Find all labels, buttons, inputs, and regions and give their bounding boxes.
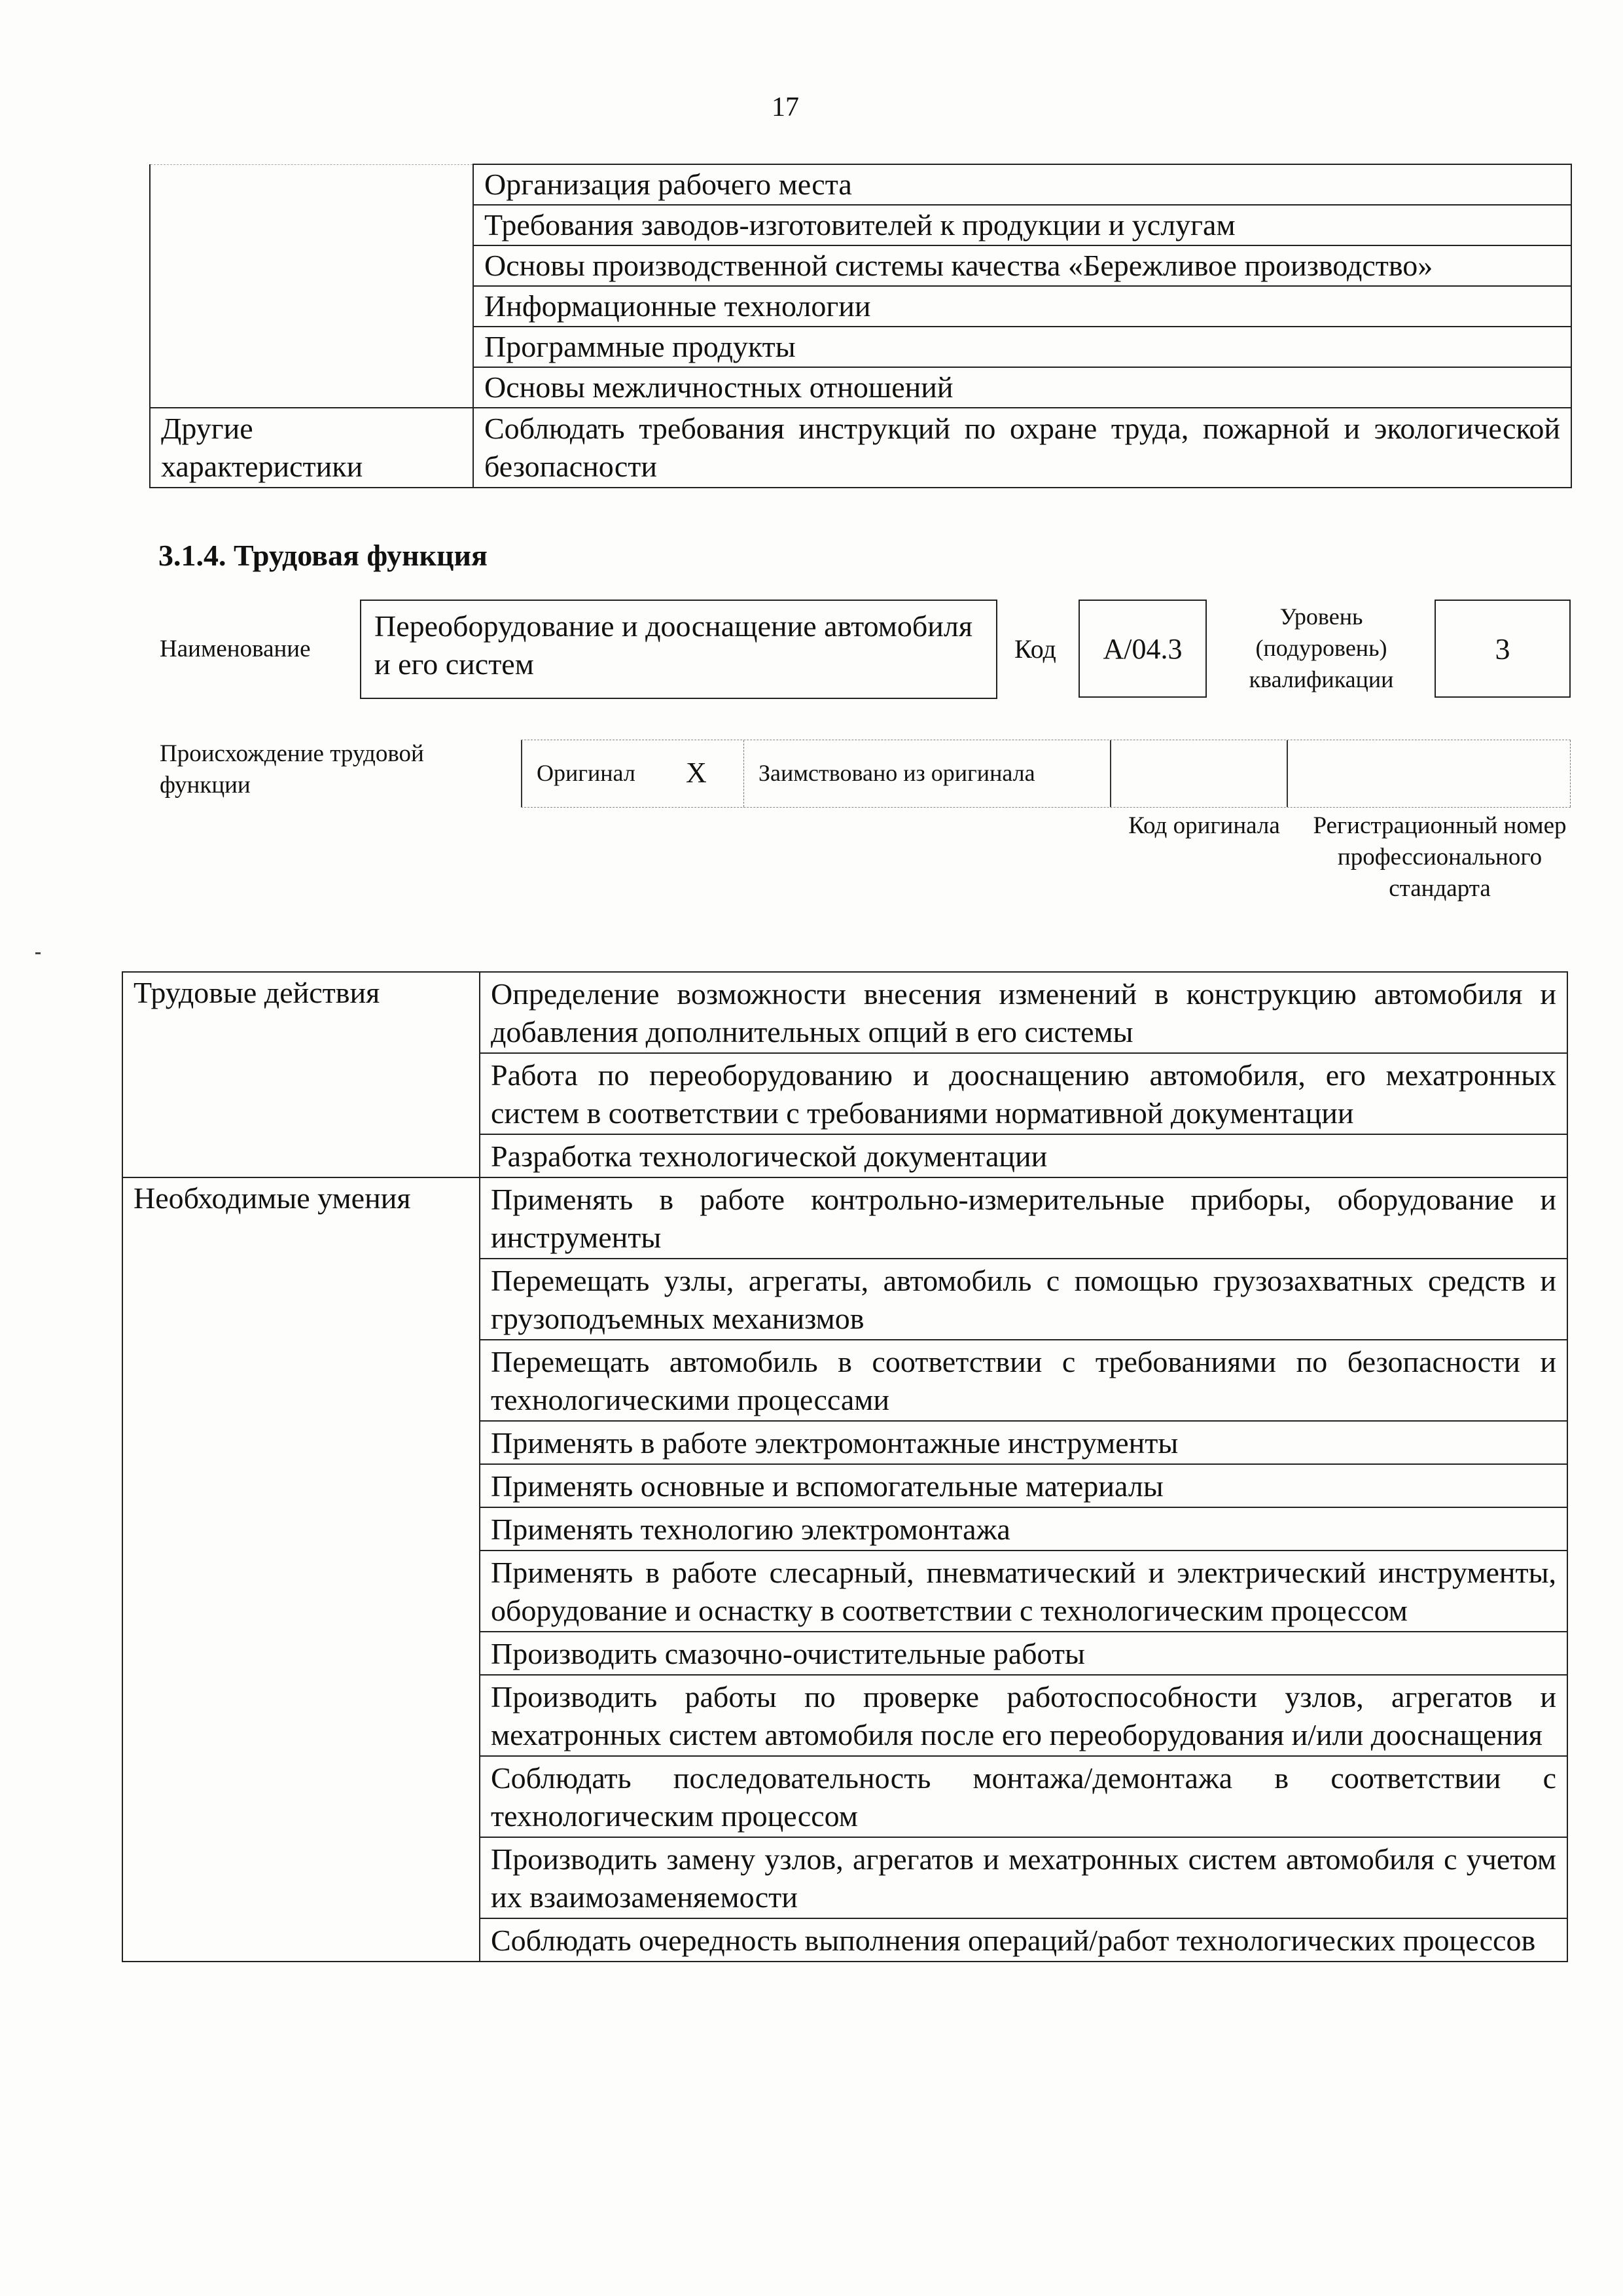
knowledge-item: Организация рабочего места <box>473 164 1571 205</box>
other-characteristics-label: Другие характеристики <box>150 408 473 488</box>
name-label: Наименование <box>160 636 311 662</box>
required-skills-label: Необходимые умения <box>122 1177 480 1962</box>
skill-item: Применять основные и вспомогательные материалы <box>480 1464 1567 1507</box>
labor-action-item: Определение возможности внесения изменений в конструкцию автомобиля и добавления дополнительных опций в его системы <box>480 972 1567 1053</box>
labor-function-table <box>122 971 1568 1962</box>
knowledge-label-cell <box>150 164 473 408</box>
section-title: 3.1.4. Трудовая функция <box>158 539 488 572</box>
code-value-box: A/04.3 <box>1079 600 1207 698</box>
knowledge-item: Основы межличностных отношений <box>473 367 1571 408</box>
labor-action-item: Работа по переоборудованию и дооснащению автомобиля, его мехатронных систем в соответствии с требованиями нормативной документации <box>480 1053 1567 1134</box>
skill-item: Перемещать узлы, агрегаты, автомобиль с помощью грузозахватных средств и грузоподъемных механизмов <box>480 1259 1567 1340</box>
knowledge-item: Основы производственной системы качества «Бережливое производство» <box>473 245 1571 286</box>
origin-original-cell: Оригинал <box>521 740 671 807</box>
skill-item: Соблюдать очередность выполнения операций/работ технологических процессов <box>480 1918 1567 1962</box>
skill-item: Применять в работе контрольно-измерительные приборы, оборудование и инструменты <box>480 1177 1567 1259</box>
origin-borrowed-cell: Заимствовано из оригинала <box>743 740 1110 807</box>
knowledge-item: Требования заводов-изготовителей к продукции и услугам <box>473 205 1571 245</box>
labor-actions-label: Трудовые действия <box>122 972 480 1177</box>
labor-action-item: Разработка технологической документации <box>480 1134 1567 1177</box>
page-number: 17 <box>772 92 799 122</box>
knowledge-item: Программные продукты <box>473 327 1571 367</box>
origin-row <box>521 740 1571 808</box>
function-name-box: Переоборудование и дооснащение автомобиля и его систем <box>360 600 997 699</box>
skill-item: Применять в работе электромонтажные инструменты <box>480 1421 1567 1464</box>
skill-item: Производить смазочно-очистительные работы <box>480 1632 1567 1675</box>
reg-number-caption: Регистрационный номер профессионального стандарта <box>1313 812 1567 902</box>
knowledge-table-continuation <box>149 164 1572 488</box>
skill-item: Соблюдать последовательность монтажа/демонтажа в соответствии с технологическим процессом <box>480 1756 1567 1837</box>
code-label: Код <box>1014 634 1056 664</box>
skill-item: Применять технологию электромонтажа <box>480 1507 1567 1551</box>
skill-item: Производить работы по проверке работоспособности узлов, агрегатов и мехатронных систем автомобиля после его переоборудования и/или дооснащения <box>480 1675 1567 1756</box>
qualification-level-label: Уровень (подуровень) квалификации <box>1249 603 1394 692</box>
other-characteristics-value: Соблюдать требования инструкций по охране труда, пожарной и экологической безопасности <box>473 408 1571 488</box>
origin-mark: X <box>686 757 707 789</box>
origin-label: Происхождение трудовой функции <box>160 740 424 798</box>
scan-mark <box>35 952 41 954</box>
qualification-level-box: 3 <box>1435 600 1571 698</box>
origin-reg-number-cell <box>1287 740 1571 807</box>
code-original-caption: Код оригинала <box>1128 812 1280 839</box>
origin-code-cell <box>1110 740 1287 807</box>
skill-item: Производить замену узлов, агрегатов и мехатронных систем автомобиля с учетом их взаимозаменяемости <box>480 1837 1567 1918</box>
knowledge-item: Информационные технологии <box>473 286 1571 327</box>
skill-item: Перемещать автомобиль в соответствии с требованиями по безопасности и технологическими процессами <box>480 1340 1567 1421</box>
skill-item: Применять в работе слесарный, пневматический и электрический инструменты, оборудование и оснастку в соответствии с технологическим процессом <box>480 1551 1567 1632</box>
